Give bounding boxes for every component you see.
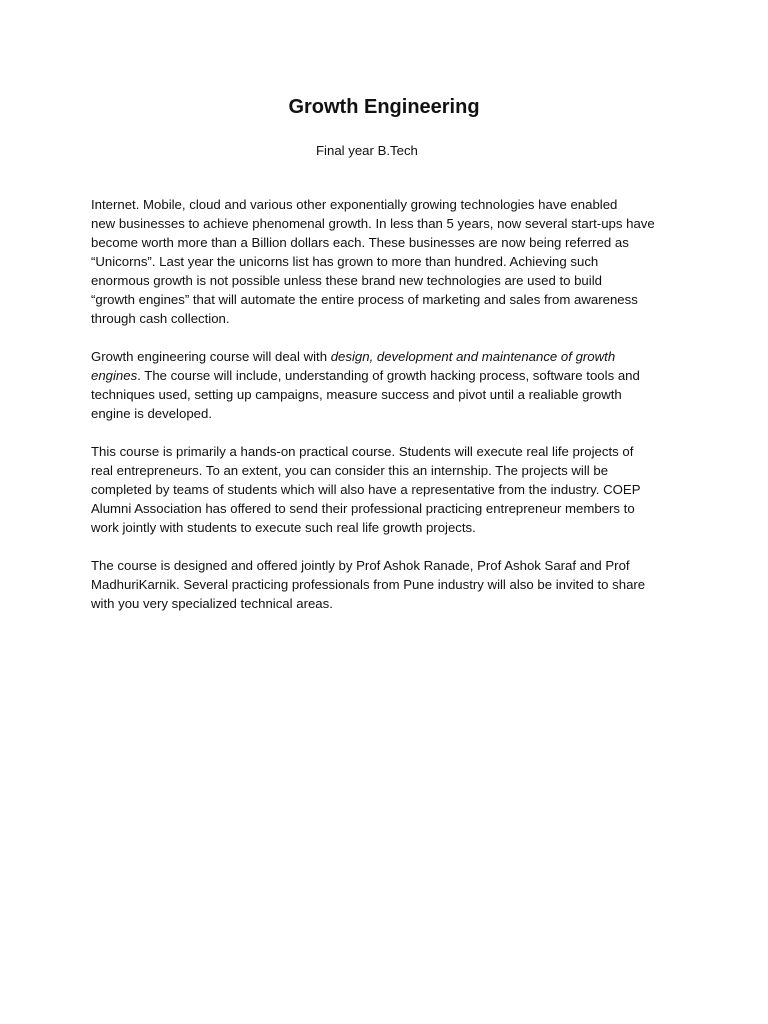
text-line: [91, 366, 691, 385]
document-body: [91, 195, 691, 632]
italic-text-run: design, development and maintenance of growth: [330, 349, 616, 364]
text-run: . The course will include, understanding of growth hacking process, software tools and: [137, 368, 640, 383]
text-line: become worth more than a Billion dollars each. These businesses are now being referred as: [91, 235, 629, 250]
text-line: real entrepreneurs. To an extent, you can consider this an internship. The projects will be: [91, 463, 609, 478]
text-line: enormous growth is not possible unless these brand new technologies are used to build: [91, 273, 602, 288]
paragraph-practical-course: [91, 442, 691, 537]
paragraph-intro: [91, 195, 691, 328]
paragraph-faculty: [91, 556, 691, 613]
page-title: Growth Engineering: [288, 96, 480, 118]
text-run: Growth engineering course will deal with: [91, 349, 331, 364]
text-line: engine is developed.: [91, 406, 212, 421]
paragraph-course-scope: [91, 347, 691, 423]
italic-text-run: engines: [91, 368, 138, 383]
text-line: “Unicorns”. Last year the unicorns list has grown to more than hundred. Achieving such: [91, 254, 599, 269]
text-line: techniques used, setting up campaigns, measure success and pivot until a realiable growth: [91, 387, 622, 402]
text-line: through cash collection.: [91, 311, 230, 326]
text-line: new businesses to achieve phenomenal growth. In less than 5 years, now several start-ups have: [91, 216, 655, 231]
text-line: “growth engines” that will automate the entire process of marketing and sales from awareness: [91, 292, 638, 307]
text-line: [91, 347, 691, 366]
text-line: Internet. Mobile, cloud and various other exponentially growing technologies have enabled: [91, 197, 618, 212]
text-line: Alumni Association has offered to send their professional practicing entrepreneur members to: [91, 501, 635, 516]
page-subtitle: Final year B.Tech: [316, 143, 418, 158]
text-line: with you very specialized technical areas.: [91, 596, 333, 611]
text-line: work jointly with students to execute such real life growth projects.: [91, 520, 476, 535]
text-line: This course is primarily a hands-on practical course. Students will execute real life projects of: [91, 444, 634, 459]
text-line: MadhuriKarnik. Several practicing professionals from Pune industry will also be invited to share: [91, 577, 646, 592]
text-line: The course is designed and offered jointly by Prof Ashok Ranade, Prof Ashok Saraf and Prof: [91, 558, 630, 573]
text-line: completed by teams of students which will also have a representative from the industry. COEP: [91, 482, 641, 497]
